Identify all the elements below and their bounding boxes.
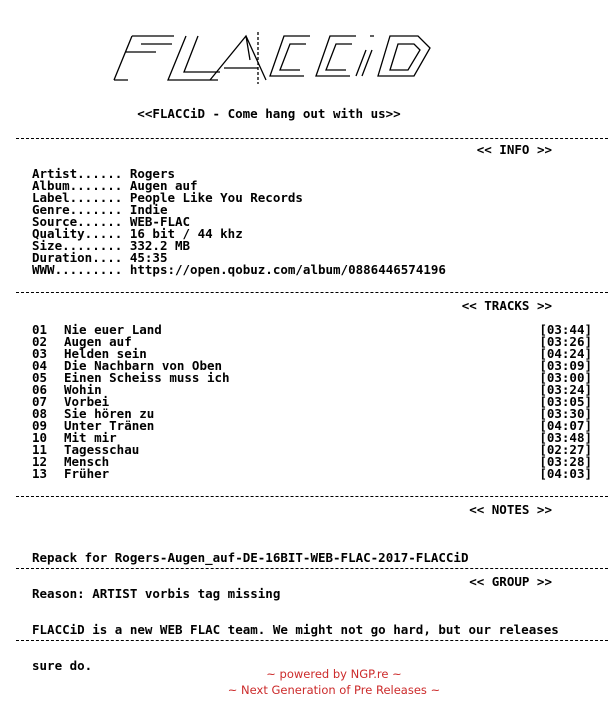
track-row: 05 Einen Scheiss muss ich [03:00] xyxy=(32,370,592,385)
divider xyxy=(16,496,608,497)
info-row-album: Album....... Augen auf xyxy=(32,178,198,193)
info-row-www[interactable]: WWW......... https://open.qobuz.com/album/0886446574196 xyxy=(32,262,446,277)
divider xyxy=(16,292,608,293)
group-line: sure do. xyxy=(32,658,93,673)
section-header-group: << GROUP >> xyxy=(469,574,552,589)
notes-line: Reason: ARTIST vorbis tag missing xyxy=(32,586,281,601)
track-row: 08 Sie hören zu [03:30] xyxy=(32,406,592,421)
divider xyxy=(16,640,608,641)
tagline: <<FLACCiD - Come hang out with us>> xyxy=(137,106,401,121)
track-row: 07 Vorbei [03:05] xyxy=(32,394,592,409)
info-row-quality: Quality..... 16 bit / 44 khz xyxy=(32,226,243,241)
track-row: 09 Unter Tränen [04:07] xyxy=(32,418,592,433)
info-row-label: Label....... People Like You Records xyxy=(32,190,303,205)
track-row: 11 Tagesschau [02:27] xyxy=(32,442,592,457)
section-header-tracks: << TRACKS >> xyxy=(461,298,552,313)
footer-tagline: ~ Next Generation of Pre Releases ~ xyxy=(227,683,441,697)
info-row-duration: Duration.... 45:35 xyxy=(32,250,168,265)
divider xyxy=(16,568,608,569)
info-block xyxy=(32,168,446,276)
section-header-info: << INFO >> xyxy=(476,142,552,157)
track-row: 10 Mit mir [03:48] xyxy=(32,430,592,445)
info-row-genre: Genre....... Indie xyxy=(32,202,168,217)
group-line: FLACCiD is a new WEB FLAC team. We might not go hard, but our releases xyxy=(32,622,559,637)
info-row-artist: Artist...... Rogers xyxy=(32,166,175,181)
divider xyxy=(16,138,608,139)
section-header-notes: << NOTES >> xyxy=(469,502,552,517)
track-row: 13 Früher [04:03] xyxy=(32,466,592,481)
track-row: 12 Mensch [03:28] xyxy=(32,454,592,469)
track-row: 04 Die Nachbarn von Oben [03:09] xyxy=(32,358,592,373)
logo-art xyxy=(100,32,440,84)
info-row-source: Source...... WEB-FLAC xyxy=(32,214,191,229)
track-row: 03 Helden sein [04:24] xyxy=(32,346,592,361)
info-row-size: Size........ 332.2 MB xyxy=(32,238,191,253)
track-row: 06 Wohin [03:24] xyxy=(32,382,592,397)
track-row: 02 Augen auf [03:26] xyxy=(32,334,592,349)
notes-line: Repack for Rogers-Augen_auf-DE-16BIT-WEB-FLAC-2017-FLACCiD xyxy=(32,550,469,565)
footer-powered-by: ~ powered by NGP.re ~ xyxy=(266,667,402,681)
flaccid-ascii-logo xyxy=(100,32,440,84)
track-row: 01 Nie euer Land [03:44] xyxy=(32,322,592,337)
